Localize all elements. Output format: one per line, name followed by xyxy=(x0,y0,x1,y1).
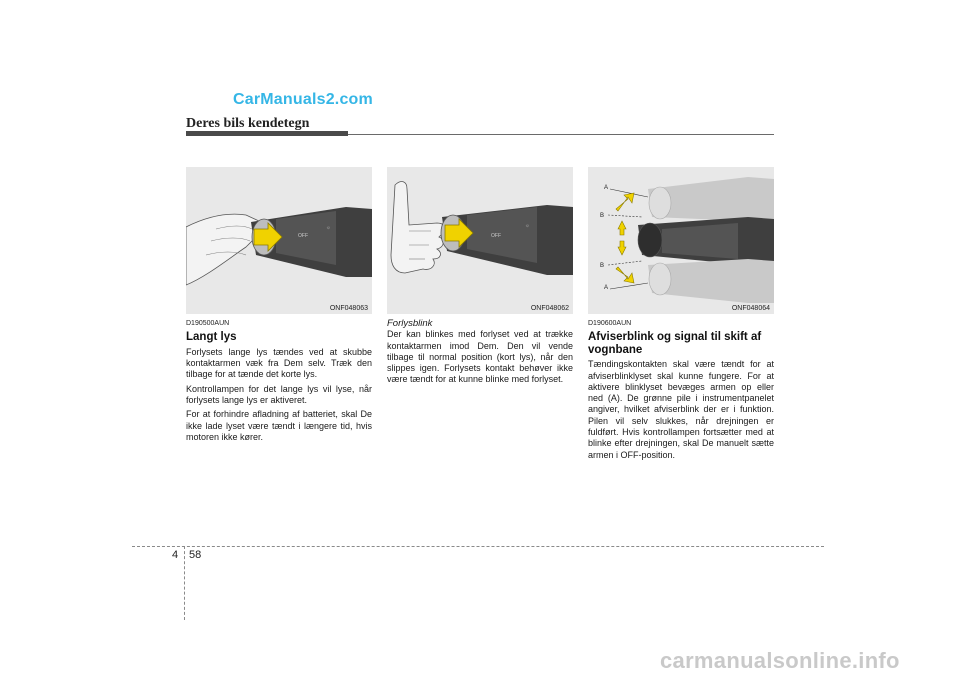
figure-code: ONF048062 xyxy=(530,305,569,312)
label-b-top: B xyxy=(600,213,605,219)
column-flash xyxy=(387,318,573,389)
column-high-beam xyxy=(186,318,372,446)
page-number: 58 xyxy=(189,549,202,561)
heading-turn-signal: Afviserblink og signal til skift af vognbane xyxy=(588,331,762,356)
watermark-bottom: carmanualsonline.info xyxy=(660,648,900,673)
paragraph: For at forhindre afladning af batteriet, skal De ikke lade lyset være tændt i længere tid, hvis motoren ikke kører. xyxy=(186,409,372,442)
heading-high-beam: Langt lys xyxy=(186,331,237,344)
header-rule-dark xyxy=(186,131,348,136)
footer-divider xyxy=(184,546,185,620)
paragraph: Forlysets lange lys tændes ved at skubbe kontaktarmen væk fra Dem selv. Træk den tilbage for at tænde det korte lys. xyxy=(186,346,372,380)
svg-text:OFF: OFF xyxy=(491,233,501,239)
svg-text:☼: ☼ xyxy=(525,223,530,229)
svg-text:OFF: OFF xyxy=(298,233,308,239)
svg-text:☼: ☼ xyxy=(326,225,331,231)
paragraph: Der kan blinkes med forlyset ved at trække kontaktarmen imod Dem. Den vil vende tilbage til normal position (kort lys), når den slippes igen. Forlysets kontakt behøver ikke være tændt for at kunne blinke med forlyset. xyxy=(387,329,573,385)
heading-flash: Forlysblink xyxy=(387,318,433,329)
header-rule-thin xyxy=(348,134,774,135)
section-title: Deres bils kendetegn xyxy=(186,116,310,131)
label-b-bottom: B xyxy=(600,263,605,269)
doc-code: D190500AUN xyxy=(186,320,230,327)
figure-high-beam xyxy=(186,167,372,314)
figure-code: ONF048064 xyxy=(731,305,770,312)
figure-turn-signal xyxy=(588,167,774,314)
chapter-number: 4 xyxy=(172,549,179,561)
column-turn-signal xyxy=(588,318,774,464)
figure-code: ONF048063 xyxy=(329,305,368,312)
footer-rule xyxy=(132,546,824,547)
label-a-bottom: A xyxy=(604,285,609,291)
paragraph: Tændingskontakten skal være tændt for at afviserblinklyset skal kunne fungere. For at aktivere blinklyset bevæges armen op eller ned (A). De grønne pile i instrumentpanelet angiver, hvilket afviserblink der er i funktion. Pilen vil selv slukkes, når drejningen er fuldført. Hvis kontrollampen fortsætter med at blinke efter drejningen, skal De manuelt sætte armen i OFF-position. xyxy=(588,359,774,460)
watermark-top: CarManuals2.com xyxy=(233,91,373,108)
doc-code: D190600AUN xyxy=(588,320,632,327)
label-a-top: A xyxy=(604,185,609,191)
figure-flash xyxy=(387,167,573,314)
paragraph: Kontrollampen for det lange lys vil lyse, når forlysets lange lys er aktiveret. xyxy=(186,383,372,405)
